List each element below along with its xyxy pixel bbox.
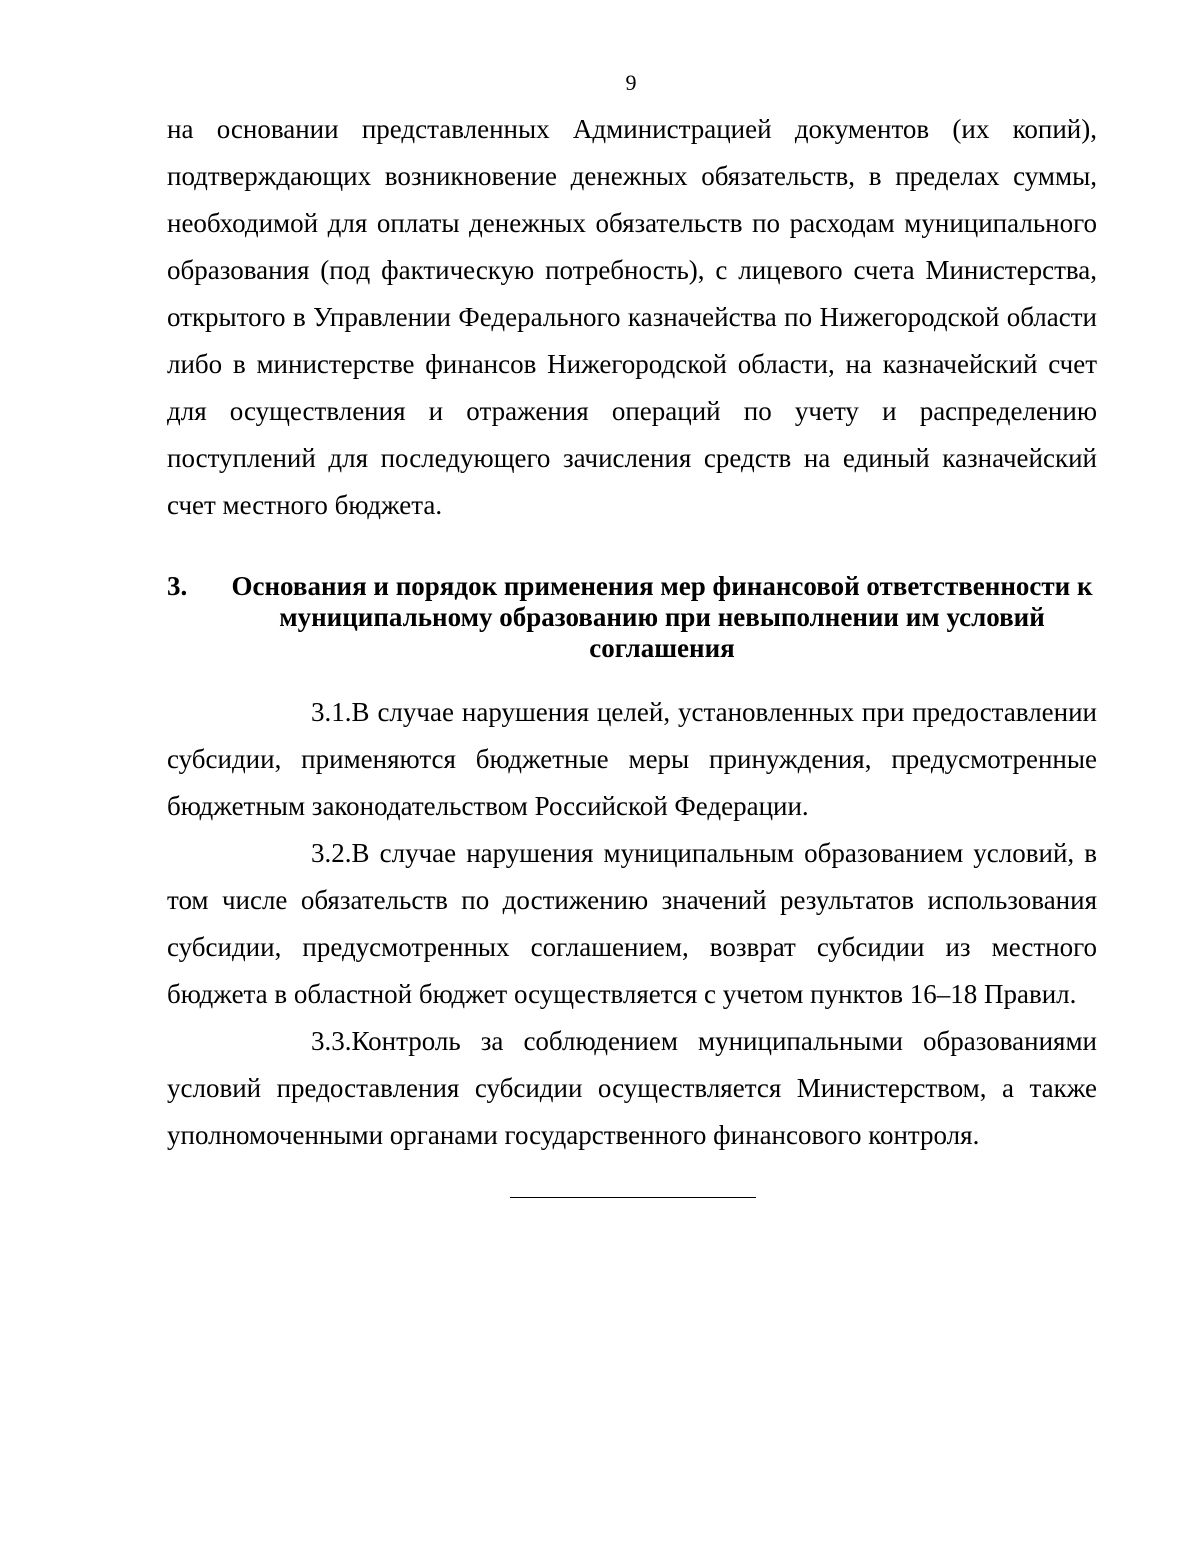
section-title: Основания и порядок применения мер финансовой ответственности к муниципальному образованию при невыполнении им условий соглашения xyxy=(231,571,1093,663)
clause-number: 3.2. xyxy=(311,838,352,868)
clause-number: 3.3. xyxy=(311,1026,352,1056)
page-number: 9 xyxy=(625,70,637,95)
intro-paragraph: на основании представленных Администрацией документов (их копий), подтверждающих возникновение денежных обязательств, в пределах суммы, необходимой для оплаты денежных обязательств по расходам муниципального образования (под фактическую потребность), с лицевого счета Министерства, открытого в Управлении Федерального казначейства по Нижегородской области либо в министерстве финансов Нижегородской области, на казначейский счет для осуществления и отражения операций по учету и распределению поступлений для последующего зачисления средств на единый казначейский счет местного бюджета. xyxy=(167,114,1097,520)
clause-3-1 xyxy=(167,689,1097,830)
clause-text: Контроль за соблюдением муниципальными образованиями условий предоставления субсидии осуществляется Министерством, а также уполномоченными органами государственного финансового контроля. xyxy=(167,1026,1097,1150)
clauses-list xyxy=(167,689,1097,1159)
clause-text: В случае нарушения целей, установленных при предоставлении субсидии, применяются бюджетные меры принуждения, предусмотренные бюджетным законодательством Российской Федерации. xyxy=(167,697,1097,821)
clause-text: В случае нарушения муниципальным образованием условий, в том числе обязательств по достижению значений результатов использования субсидии, предусмотренных соглашением, возврат субсидии из местного бюджета в областной бюджет осуществляется с учетом пунктов 16–18 Правил. xyxy=(167,838,1097,1009)
end-divider xyxy=(510,1197,756,1198)
clause-3-2 xyxy=(167,830,1097,1018)
section-heading xyxy=(167,571,1097,664)
section-number: 3. xyxy=(167,571,188,601)
clause-3-3 xyxy=(167,1018,1097,1159)
clause-number: 3.1. xyxy=(311,697,352,727)
